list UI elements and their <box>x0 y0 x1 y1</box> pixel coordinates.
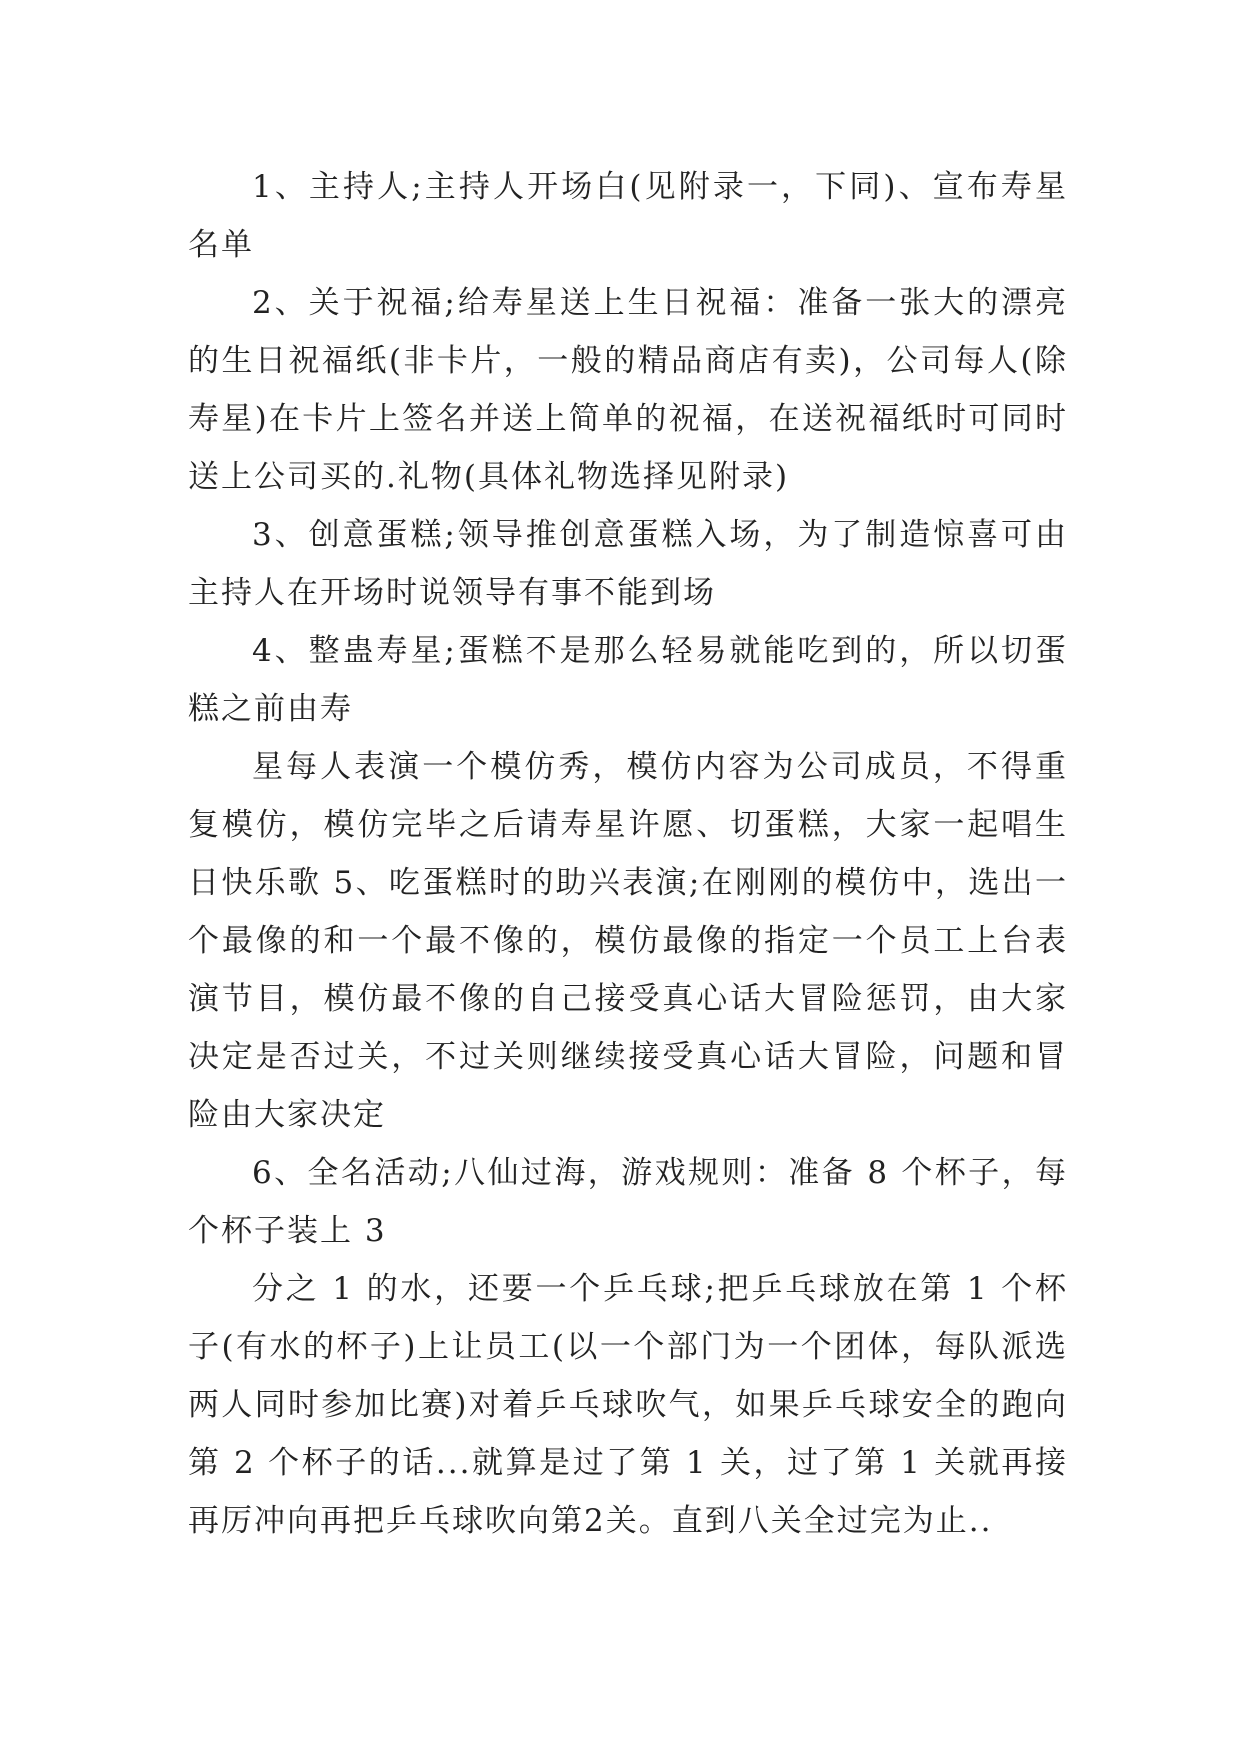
paragraph-cake: 3、创意蛋糕;领导推创意蛋糕入场，为了制造惊喜可由主持人在开场时说领导有事不能到场 <box>188 517 1068 611</box>
paragraph-imitation: 星每人表演一个模仿秀，模仿内容为公司成员，不得重复模仿，模仿完毕之后请寿星许愿、切蛋糕，大家一起唱生日快乐歌 5、吃蛋糕时的助兴表演;在刚刚的模仿中，选出一个最像的和一个最不像的，模仿最像的指定一个员工上台表演节目，模仿最不像的自己接受真心话大冒险惩罚，由大家决定是否过关，不过关则继续接受真心话大冒险，问题和冒险由大家决定 <box>188 749 1068 1133</box>
document-body <box>188 158 1068 1550</box>
paragraph-prank: 4、整蛊寿星;蛋糕不是那么轻易就能吃到的，所以切蛋糕之前由寿 <box>188 633 1068 727</box>
paragraph-game-rules: 分之 1 的水，还要一个乒乓球;把乒乓球放在第 1 个杯子(有水的杯子)上让员工(以一个部门为一个团体，每队派选两人同时参加比赛)对着乒乓球吹气，如果乒乓球安全的跑向第 2 个杯子的话...就算是过了第 1 关，过了第 1 关就再接再厉冲向再把乒乓球吹向第2关。直到八关全过完为止.. <box>188 1271 1068 1539</box>
paragraph-activity: 6、全名活动;八仙过海，游戏规则：准备 8 个杯子，每个杯子装上 3 <box>188 1155 1068 1249</box>
paragraph-host: 1、主持人;主持人开场白(见附录一，下同)、宣布寿星名单 <box>188 169 1068 263</box>
paragraph-blessing: 2、关于祝福;给寿星送上生日祝福：准备一张大的漂亮的生日祝福纸(非卡片，一般的精品商店有卖)，公司每人(除寿星)在卡片上签名并送上简单的祝福，在送祝福纸时可同时送上公司买的.礼物(具体礼物选择见附录) <box>188 285 1068 495</box>
